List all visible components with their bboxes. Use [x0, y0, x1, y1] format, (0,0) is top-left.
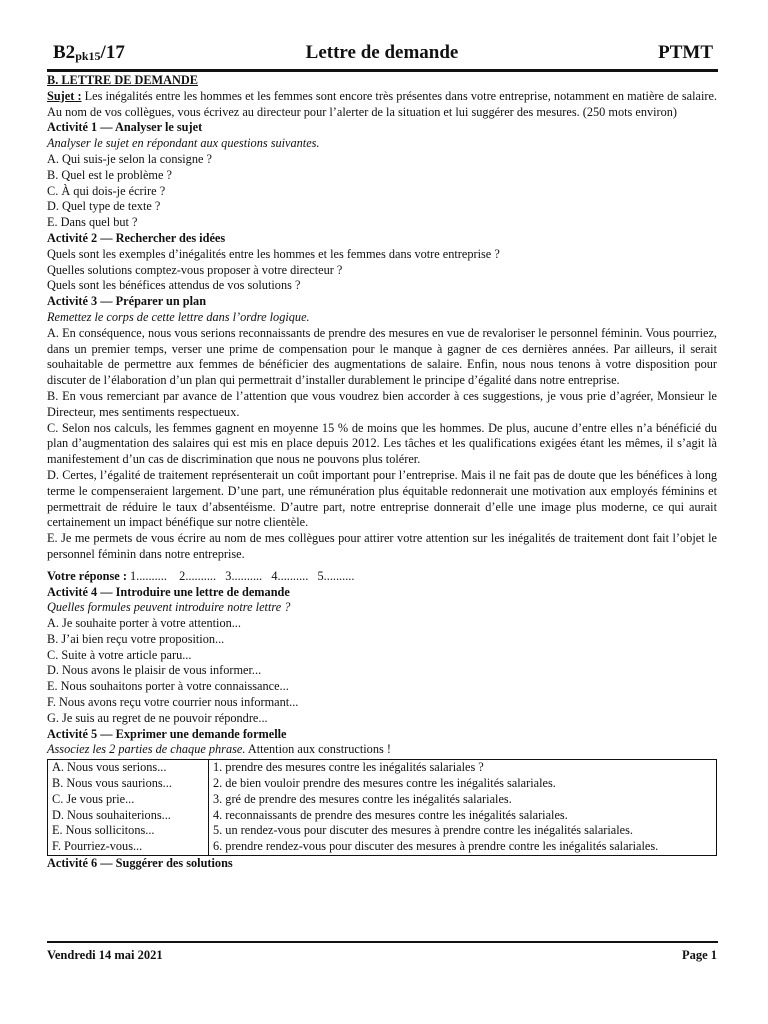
list-item: A. Je souhaite porter à votre attention...	[47, 616, 241, 631]
activite5-title: Activité 5 — Exprimer une demande formelle	[47, 726, 287, 741]
right-item: 2. de bien vouloir prendre des mesures contre les inégalités salariales.	[213, 776, 556, 791]
header-title: Lettre de demande	[305, 42, 459, 63]
list-item: G. Je suis au regret de ne pouvoir répondre...	[47, 710, 268, 725]
right-item: 3. gré de prendre des mesures contre les inégalités salariales.	[213, 791, 512, 806]
left-item: E. Nous sollicitons...	[52, 823, 155, 838]
plan-paragraph-d: D. Certes, l’égalité de traitement représenterait un coût important pour l’entreprise. Mais il ne fait pas de doute que les bénéfices à long terme le compenseraient largement. D’une part, une rémunération plus équitable redonnerait une motivation aux employés féminins et permettrait de réduire le taux d’absentéisme. D’autre part, notre entreprise donnerait d’elle une image plus moderne, ce qui aurait certainement un impact bénéfique sur notre clientèle.	[47, 467, 717, 530]
page-footer	[47, 948, 717, 963]
activite5-instruction-italic: Associez les 2 parties de chaque phrase.	[47, 742, 246, 757]
left-column	[48, 760, 209, 856]
list-item: F. Nous avons reçu votre courrier nous informant...	[47, 695, 299, 710]
footer-page-number: Page 1	[681, 948, 717, 962]
table-row	[48, 760, 717, 856]
plan-paragraph-e: E. Je me permets de vous écrire au nom de mes collègues pour attirer votre attention sur les inégalités de traitement dont fait l’objet le personnel féminin dans notre entreprise.	[47, 531, 717, 561]
list-item: D. Nous avons le plaisir de vous informer...	[47, 663, 262, 678]
activite5-instruction	[47, 742, 717, 758]
right-item: 6. prendre rendez-vous pour discuter des mesures à prendre contre les inégalités salariales.	[213, 839, 659, 854]
left-item: F. Pourriez-vous...	[52, 839, 143, 854]
answer-line	[47, 569, 717, 585]
activite4-title: Activité 4 — Introduire une lettre de demande	[47, 584, 290, 599]
list-item: A. Qui suis-je selon la consigne ?	[47, 151, 212, 166]
right-item: 1. prendre des mesures contre les inégalités salariales ?	[213, 760, 484, 775]
activite3-title: Activité 3 — Préparer un plan	[47, 294, 207, 309]
list-item: Quels sont les bénéfices attendus de vos solutions ?	[47, 278, 301, 293]
activite3-instruction: Remettez le corps de cette lettre dans l’ordre logique.	[47, 309, 310, 324]
list-item: D. Quel type de texte ?	[47, 199, 161, 214]
list-item: B. J’ai bien reçu votre proposition...	[47, 631, 225, 646]
sujet-text: Les inégalités entre les hommes et les femmes sont encore très présentes dans votre entreprise, notamment en matière de salaire. Au nom de vos collègues, vous écrivez au directeur pour l’alerter de la situation et lui suggérer des mesures. (250 mots environ)	[47, 88, 717, 119]
list-item: B. Quel est le problème ?	[47, 167, 172, 182]
answer-slots: 1.......... 2.......... 3.......... 4.......... 5..........	[126, 568, 355, 583]
left-item: C. Je vous prie...	[52, 791, 135, 806]
plan-paragraph-b: B. En vous remerciant par avance de l’attention que vous voudrez bien accorder à ces suggestions, je vous prie d’agréer, Monsieur le Directeur, mes sentiments respectueux.	[47, 388, 717, 419]
left-item: B. Nous vous saurions...	[52, 776, 172, 791]
plan-paragraph-c: C. Selon nos calculs, les femmes gagnent en moyenne 15 % de moins que les hommes. De plus, aucune d’entre elles n’a bénéficié du plan d’augmentation des salaires qui est mis en place depuis 2012. Les tâches et les qualifications exigées étant les mêmes, il s’agit là manifestement d’un cas de discrimination que nous ne pouvons plus tolérer.	[47, 420, 717, 467]
document-body	[47, 73, 717, 872]
list-item: C. À qui dois-je écrire ?	[47, 183, 166, 198]
activite6-title: Activité 6 — Suggérer des solutions	[47, 856, 233, 871]
right-column	[209, 760, 717, 856]
activite1-title: Activité 1 — Analyser le sujet	[47, 120, 203, 135]
right-item: 4. reconnaissants de prendre des mesures contre les inégalités salariales.	[213, 807, 568, 822]
right-item: 5. un rendez-vous pour discuter des mesures à prendre contre les inégalités salariales.	[213, 823, 633, 838]
activite4-instruction: Quelles formules peuvent introduire notre lettre ?	[47, 600, 291, 615]
sujet-label: Sujet :	[47, 88, 82, 103]
list-item: Quels sont les exemples d’inégalités entre les hommes et les femmes dans votre entreprise ?	[47, 246, 500, 261]
plan-paragraph-a: A. En conséquence, nous vous serions reconnaissants de prendre des mesures en vue de revaloriser le personnel féminin. Vous pourriez, dans un premier temps, verser une prime de compensation pour le manque à gagner de ces dernières années. Par ailleurs, il serait souhaitable de permettre aux femmes de bénéficier des augmentations de salaire. Enfin, nous nous tenons à votre disposition pour discuter de l’élaboration d’un plan qui permettrait d’installer durablement le principe d’égalité dans notre entreprise.	[47, 325, 717, 388]
answer-label: Votre réponse :	[47, 568, 127, 583]
sujet-paragraph	[47, 89, 717, 121]
list-item: E. Nous souhaitons porter à votre connaissance...	[47, 679, 289, 694]
left-item: D. Nous souhaiterions...	[52, 807, 171, 822]
header-divider	[47, 69, 718, 72]
header-course-code: $B2_{pk15}/17$	[53, 42, 125, 63]
activite5-instruction-plain: Attention aux constructions !	[245, 742, 391, 757]
section-title: B. LETTRE DE DEMANDE	[47, 73, 199, 87]
footer-divider	[47, 941, 718, 943]
list-item: Quelles solutions comptez-vous proposer à votre directeur ?	[47, 262, 343, 277]
list-item: C. Suite à votre article paru...	[47, 647, 192, 662]
header-tag: PTMT	[658, 42, 713, 63]
list-item: E. Dans quel but ?	[47, 215, 138, 230]
activite1-instruction: Analyser le sujet en répondant aux questions suivantes.	[47, 136, 320, 151]
activite2-title: Activité 2 — Rechercher des idées	[47, 230, 226, 245]
association-table	[47, 759, 717, 856]
footer-date: Vendredi 14 mai 2021	[47, 948, 163, 962]
left-item: A. Nous vous serions...	[52, 760, 167, 775]
page-header	[47, 42, 717, 68]
